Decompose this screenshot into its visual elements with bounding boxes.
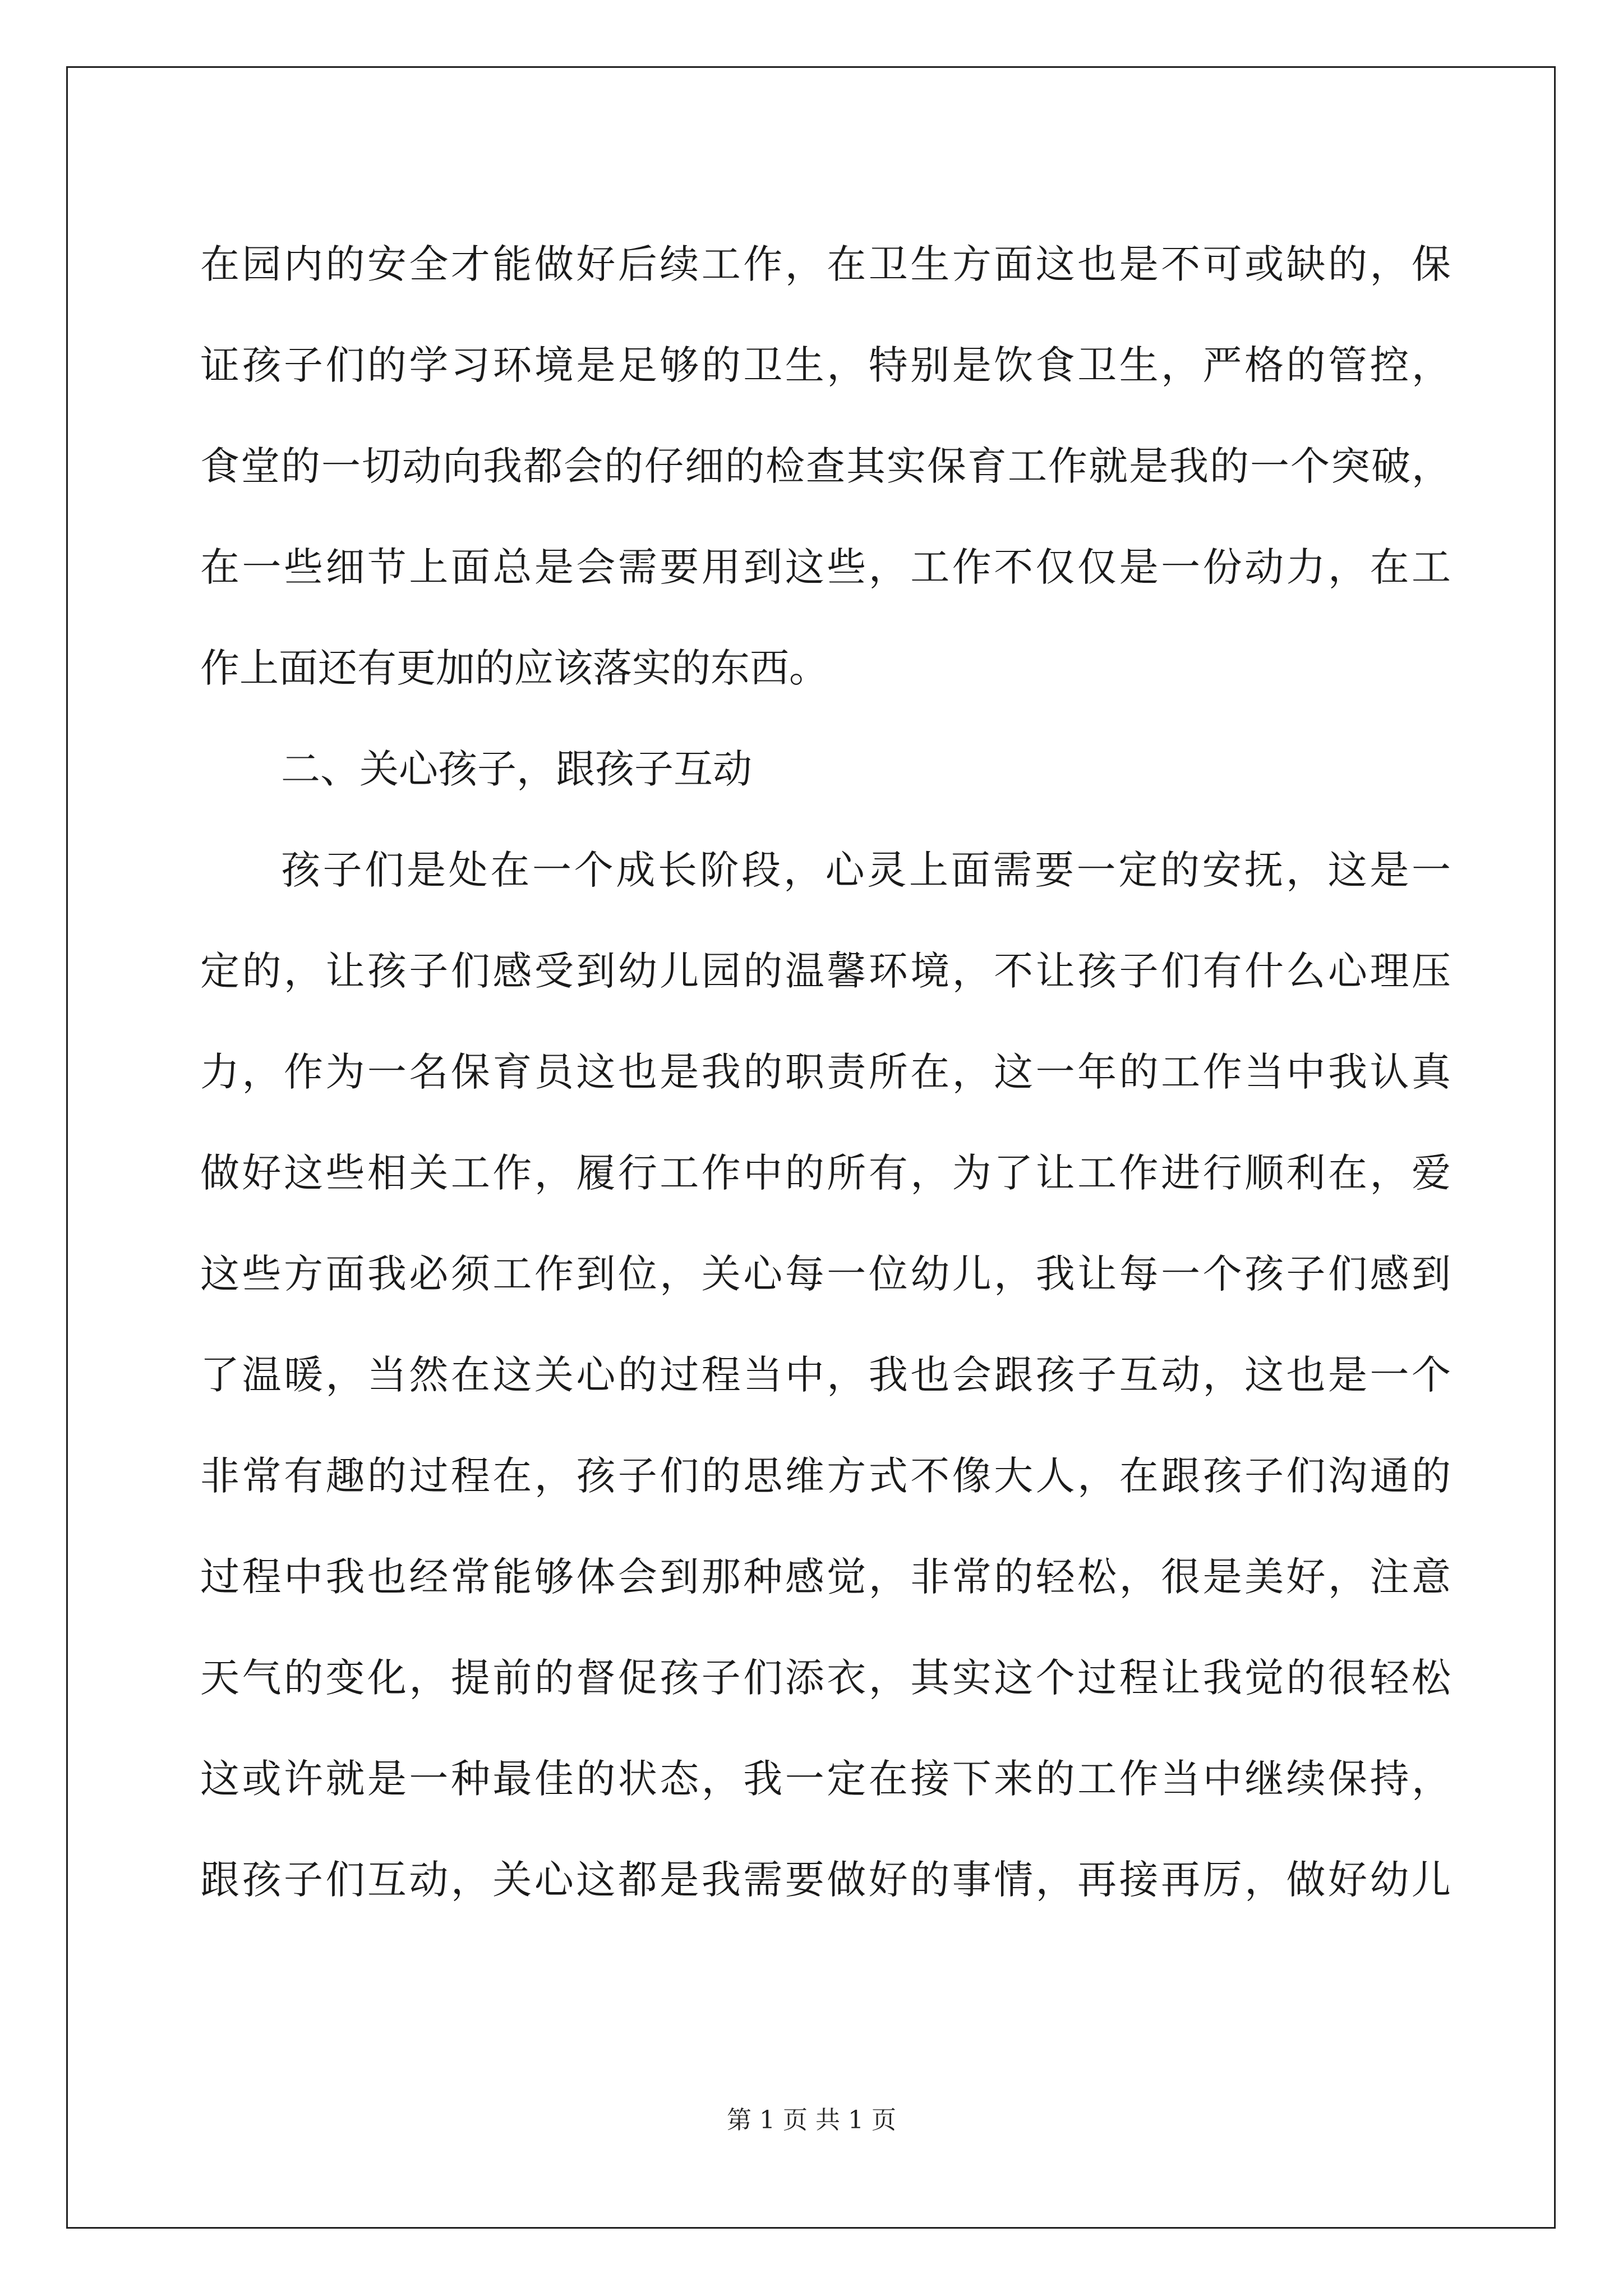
paragraph-line: 非常有趣的过程在，孩子们的思维方式不像大人，在跟孩子们沟通的 (200, 1453, 1451, 1499)
section-heading: 二、关心孩子，跟孩子互动 (281, 746, 752, 792)
paragraph-line: 定的，让孩子们感受到幼儿园的温馨环境，不让孩子们有什么心理压 (200, 948, 1451, 994)
paragraph-line: 力，作为一名保育员这也是我的职责所在，这一年的工作当中我认真 (200, 1049, 1451, 1095)
paragraph-line: 作上面还有更加的应该落实的东西。 (200, 645, 828, 691)
paragraph-line: 在一些细节上面总是会需要用到这些，工作不仅仅是一份动力，在工 (200, 544, 1451, 590)
paragraph-line: 在园内的安全才能做好后续工作，在卫生方面这也是不可或缺的，保 (200, 241, 1451, 287)
paragraph-line: 了温暖，当然在这关心的过程当中，我也会跟孩子互动，这也是一个 (200, 1352, 1451, 1398)
paragraph-line: 做好这些相关工作，履行工作中的所有，为了让工作进行顺利在，爱 (200, 1150, 1451, 1196)
document-body (200, 214, 1451, 1930)
paragraph-line: 孩子们是处在一个成长阶段，心灵上面需要一定的安抚，这是一 (281, 847, 1451, 893)
paragraph-line: 这或许就是一种最佳的状态，我一定在接下来的工作当中继续保持， (200, 1756, 1451, 1802)
paragraph-line: 跟孩子们互动，关心这都是我需要做好的事情，再接再厉，做好幼儿 (200, 1857, 1451, 1903)
paragraph-line: 这些方面我必须工作到位，关心每一位幼儿，我让每一个孩子们感到 (200, 1251, 1451, 1297)
paragraph-line: 证孩子们的学习环境是足够的卫生，特别是饮食卫生，严格的管控， (200, 342, 1451, 388)
paragraph-line: 过程中我也经常能够体会到那种感觉，非常的轻松，很是美好，注意 (200, 1554, 1451, 1600)
paragraph-line: 食堂的一切动向我都会的仔细的检查其实保育工作就是我的一个突破， (200, 443, 1451, 489)
paragraph-line: 天气的变化，提前的督促孩子们添衣，其实这个过程让我觉的很轻松 (200, 1655, 1451, 1701)
page-number-footer: 第 1 页 共 1 页 (727, 2106, 896, 2134)
